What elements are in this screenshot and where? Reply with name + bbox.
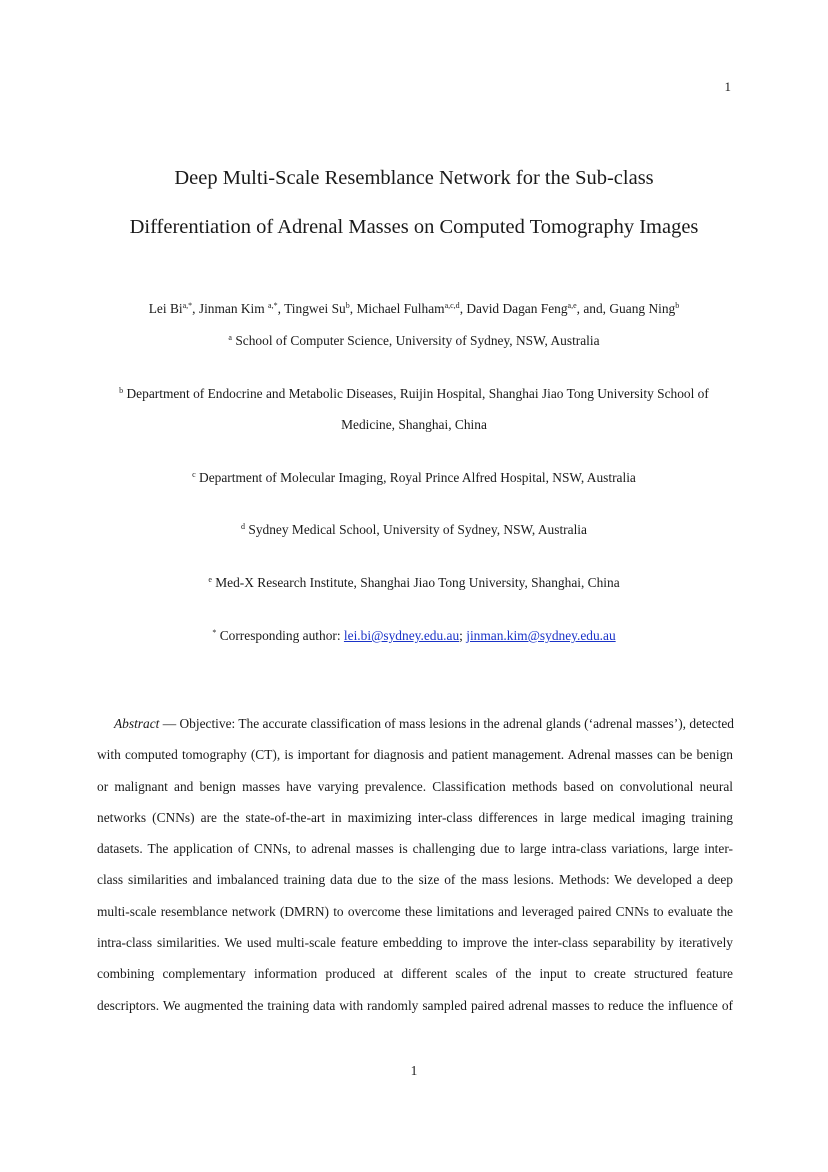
affiliation-b-continued: Medicine, Shanghai, China <box>341 417 487 432</box>
abstract-line: Abstract — Objective: The accurate classification of mass lesions in the adrenal glands (‘adrenal masses’), detected <box>114 716 734 731</box>
affiliation-d: $^d$ Sydney Medical School, University of Sydney, NSW, Australia <box>241 522 587 537</box>
author: Guang Ning$^b$ <box>609 301 680 316</box>
abstract-line: descriptors. We augmented the training data with randomly sampled paired adrenal masses to reduce the influence of <box>97 997 733 1013</box>
abstract-line: with computed tomography (CT), is important for diagnosis and patient management. Adrenal masses can be benign <box>97 747 733 763</box>
author: Lei $Bi^{a,*}$, <box>148 301 199 316</box>
affiliation-c: $^c$ Department of Molecular Imaging, Royal Prince Alfred Hospital, NSW, Australia <box>192 470 636 485</box>
corresponding-author: * Corresponding author: lei.bi@sydney.edu.au; jinman.kim@sydney.edu.au <box>212 628 616 643</box>
author: David Dagan Feng$^{a,e}$, and, <box>466 301 610 316</box>
affiliation-e: $^e$ Med-X Research Institute, Shanghai Jiao Tong University, Shanghai, China <box>208 575 620 590</box>
abstract-label: Abstract <box>114 716 160 731</box>
author: Michael Fulham$^{a,c,d}$, <box>356 301 467 316</box>
affiliation-b: $^b$ Department of Endocrine and Metabolic Diseases, Ruijin Hospital, Shanghai Jiao Tong University School of <box>119 386 709 401</box>
page-number-bottom: 1 <box>410 1063 418 1078</box>
abstract-line: multi-scale resemblance network (DMRN) to overcome these limitations and leveraged paired CNNs to evaluate the <box>97 903 733 919</box>
page-number-top: 1 <box>724 79 731 94</box>
author-list <box>0 300 828 318</box>
abstract-line: class similarities and imbalanced training data due to the size of the mass lesions. Methods: We developed a deep <box>97 872 733 888</box>
abstract-paragraph <box>97 708 733 1021</box>
email-link-2[interactable]: jinman.kim@sydney.edu.au <box>466 628 616 643</box>
paper-title-line-2: Differentiation of Adrenal Masses on Computed Tomography Images <box>129 216 699 238</box>
abstract-line: intra-class similarities. We used multi-scale feature embedding to improve the inter-class separability by iteratively <box>97 935 733 951</box>
abstract-line: datasets. The application of CNNs, to adrenal masses is challenging due to large intra-class variations, large inter- <box>97 841 733 857</box>
abstract-line: networks (CNNs) are the state-of-the-art in maximizing inter-class differences in large medical imaging training <box>97 809 733 825</box>
abstract-line: or malignant and benign masses have varying prevalence. Classification methods based on convolutional neural <box>97 778 733 794</box>
affiliation-a: $^a$ School of Computer Science, University of Sydney, NSW, Australia <box>228 333 600 348</box>
abstract-line: combining complementary information produced at different scales of the input to create structured feature <box>97 966 733 982</box>
author: Jinman Kim $^{a,*}$, <box>198 301 285 316</box>
email-link-1[interactable]: lei.bi@sydney.edu.au <box>343 628 460 643</box>
paper-title-line-1: Deep Multi-Scale Resemblance Network for the Sub-class <box>174 167 654 189</box>
author: Tingwei Su$^b$, <box>284 301 357 316</box>
